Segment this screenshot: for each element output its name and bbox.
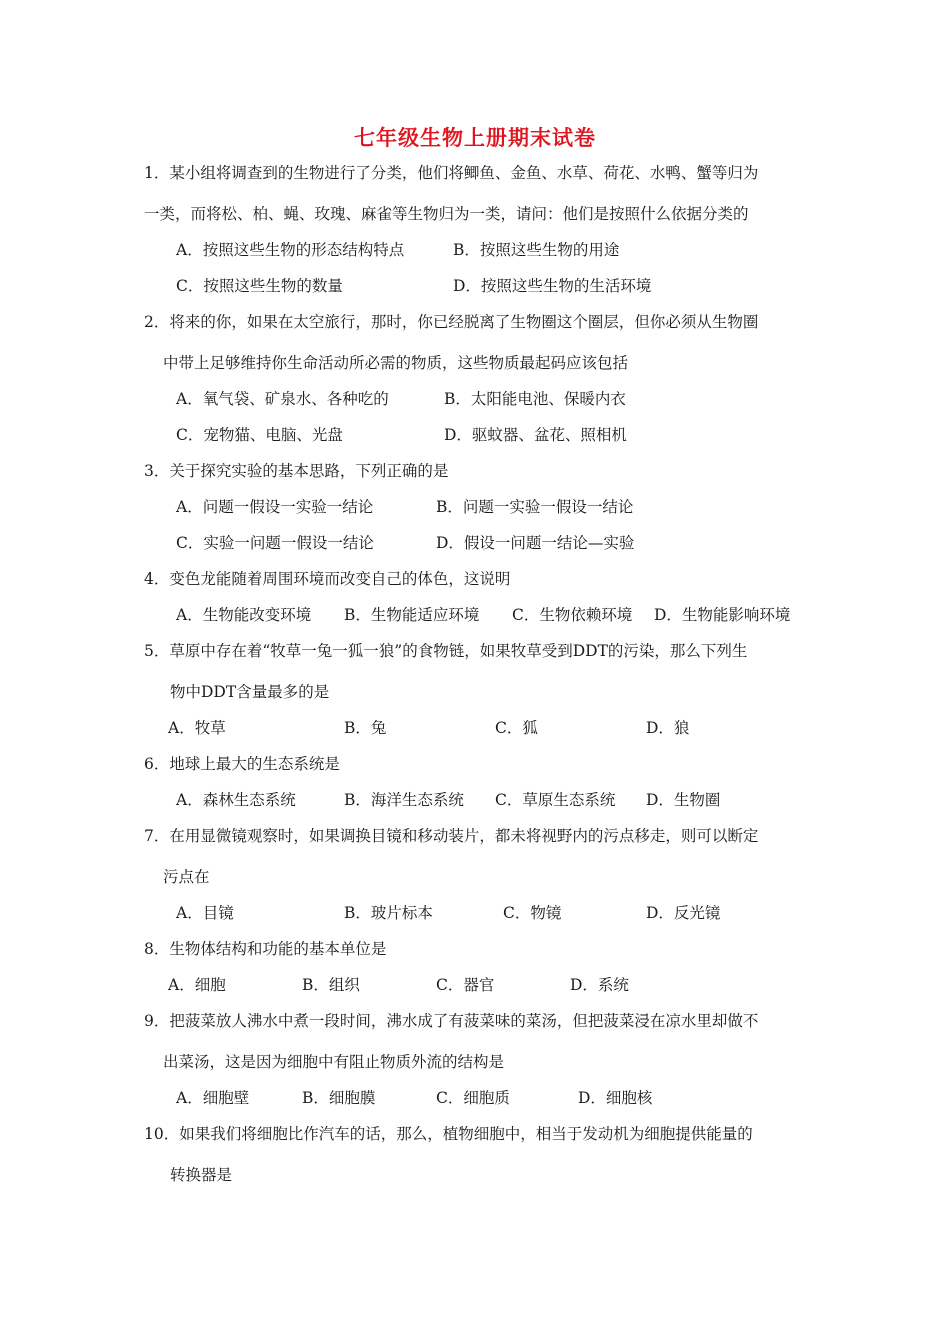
question-5-option-c[interactable]: C．狐 bbox=[495, 719, 538, 737]
question-4-option-b[interactable]: B．生物能适应环境 bbox=[344, 606, 480, 624]
question-7-option-d[interactable]: D．反光镜 bbox=[646, 904, 721, 922]
question-2-line-2: 中带上足够维持你生命活动所必需的物质，这些物质最起码应该包括 bbox=[163, 354, 629, 372]
question-6-line-1: 6．地球上最大的生态系统是 bbox=[144, 755, 340, 773]
question-5-option-d[interactable]: D．狼 bbox=[646, 719, 690, 737]
question-3-option-c[interactable]: C．实验一问题一假设一结论 bbox=[176, 534, 374, 552]
question-7-line-2: 污点在 bbox=[163, 868, 210, 886]
question-5-option-a[interactable]: A．牧草 bbox=[168, 719, 226, 737]
question-9-line-2: 出菜汤，这是因为细胞中有阻止物质外流的结构是 bbox=[163, 1053, 505, 1071]
question-9-option-d[interactable]: D．细胞核 bbox=[578, 1089, 653, 1107]
question-1-option-b[interactable]: B．按照这些生物的用途 bbox=[453, 241, 620, 259]
question-10-line-2: 转换器是 bbox=[170, 1166, 233, 1184]
question-9-option-b[interactable]: B．细胞膜 bbox=[302, 1089, 376, 1107]
question-7-option-b[interactable]: B．玻片标本 bbox=[344, 904, 433, 922]
question-7-option-a[interactable]: A．目镜 bbox=[176, 904, 234, 922]
question-9-option-a[interactable]: A．细胞壁 bbox=[176, 1089, 250, 1107]
question-1-line-2: 一类，而将松、柏、蝇、玫瑰、麻雀等生物归为一类，请问：他们是按照什么依据分类的 bbox=[144, 205, 749, 223]
question-8-line-1: 8．生物体结构和功能的基本单位是 bbox=[144, 940, 387, 958]
question-4-option-d[interactable]: D．生物能影响环境 bbox=[654, 606, 791, 624]
question-3-line-1: 3．关于探究实验的基本思路，下列正确的是 bbox=[144, 462, 449, 480]
page-title: 七年级生物上册期末试卷 bbox=[354, 125, 596, 150]
question-5-line-2: 物中DDT含量最多的是 bbox=[170, 683, 330, 701]
question-5-line-1: 5．草原中存在着“牧草一兔一狐一狼”的食物链，如果牧草受到DDT的污染，那么下列生 bbox=[144, 642, 748, 660]
question-1-option-a[interactable]: A．按照这些生物的形态结构特点 bbox=[176, 241, 405, 259]
question-6-option-b[interactable]: B．海洋生态系统 bbox=[344, 791, 464, 809]
question-4-option-c[interactable]: C．生物依赖环境 bbox=[512, 606, 633, 624]
question-5-option-b[interactable]: B．兔 bbox=[344, 719, 387, 737]
question-4-option-a[interactable]: A．生物能改变环境 bbox=[176, 606, 312, 624]
question-3-option-b[interactable]: B．问题一实验一假设一结论 bbox=[436, 498, 634, 516]
question-8-option-d[interactable]: D．系统 bbox=[570, 976, 629, 994]
question-3-option-a[interactable]: A．问题一假设一实验一结论 bbox=[176, 498, 374, 516]
question-1-line-1: 1．某小组将调查到的生物进行了分类，他们将鲫鱼、金鱼、水草、荷花、水鸭、蟹等归为 bbox=[144, 164, 759, 182]
question-7-option-c[interactable]: C．物镜 bbox=[503, 904, 562, 922]
question-2-option-a[interactable]: A．氧气袋、矿泉水、各种吃的 bbox=[176, 390, 389, 408]
question-9-line-1: 9．把菠菜放人沸水中煮一段时间，沸水成了有菠菜味的菜汤，但把菠菜浸在凉水里却做不 bbox=[144, 1012, 759, 1030]
question-1-option-d[interactable]: D．按照这些生物的生活环境 bbox=[453, 277, 652, 295]
question-1-option-c[interactable]: C．按照这些生物的数量 bbox=[176, 277, 343, 295]
question-8-option-a[interactable]: A．细胞 bbox=[168, 976, 226, 994]
question-2-line-1: 2．将来的你，如果在太空旅行，那时，你已经脱离了生物圈这个圈层，但你必须从生物圈 bbox=[144, 313, 759, 331]
question-8-option-b[interactable]: B．组织 bbox=[302, 976, 360, 994]
question-2-option-d[interactable]: D．驱蚊器、盆花、照相机 bbox=[444, 426, 627, 444]
question-6-option-c[interactable]: C．草原生态系统 bbox=[495, 791, 616, 809]
question-10-line-1: 10．如果我们将细胞比作汽车的话，那么，植物细胞中，相当于发动机为细胞提供能量的 bbox=[144, 1125, 753, 1143]
question-9-option-c[interactable]: C．细胞质 bbox=[436, 1089, 510, 1107]
question-6-option-a[interactable]: A．森林生态系统 bbox=[176, 791, 296, 809]
question-3-option-d[interactable]: D．假设一问题一结论—实验 bbox=[436, 534, 635, 552]
question-2-option-c[interactable]: C．宠物猫、电脑、光盘 bbox=[176, 426, 343, 444]
question-7-line-1: 7．在用显微镜观察时，如果调换目镜和移动装片，都未将视野内的污点移走，则可以断定 bbox=[144, 827, 759, 845]
question-2-option-b[interactable]: B．太阳能电池、保暖内衣 bbox=[444, 390, 626, 408]
question-8-option-c[interactable]: C．器官 bbox=[436, 976, 495, 994]
question-4-line-1: 4．变色龙能随着周围环境而改变自己的体色，这说明 bbox=[144, 570, 511, 588]
question-6-option-d[interactable]: D．生物圈 bbox=[646, 791, 721, 809]
